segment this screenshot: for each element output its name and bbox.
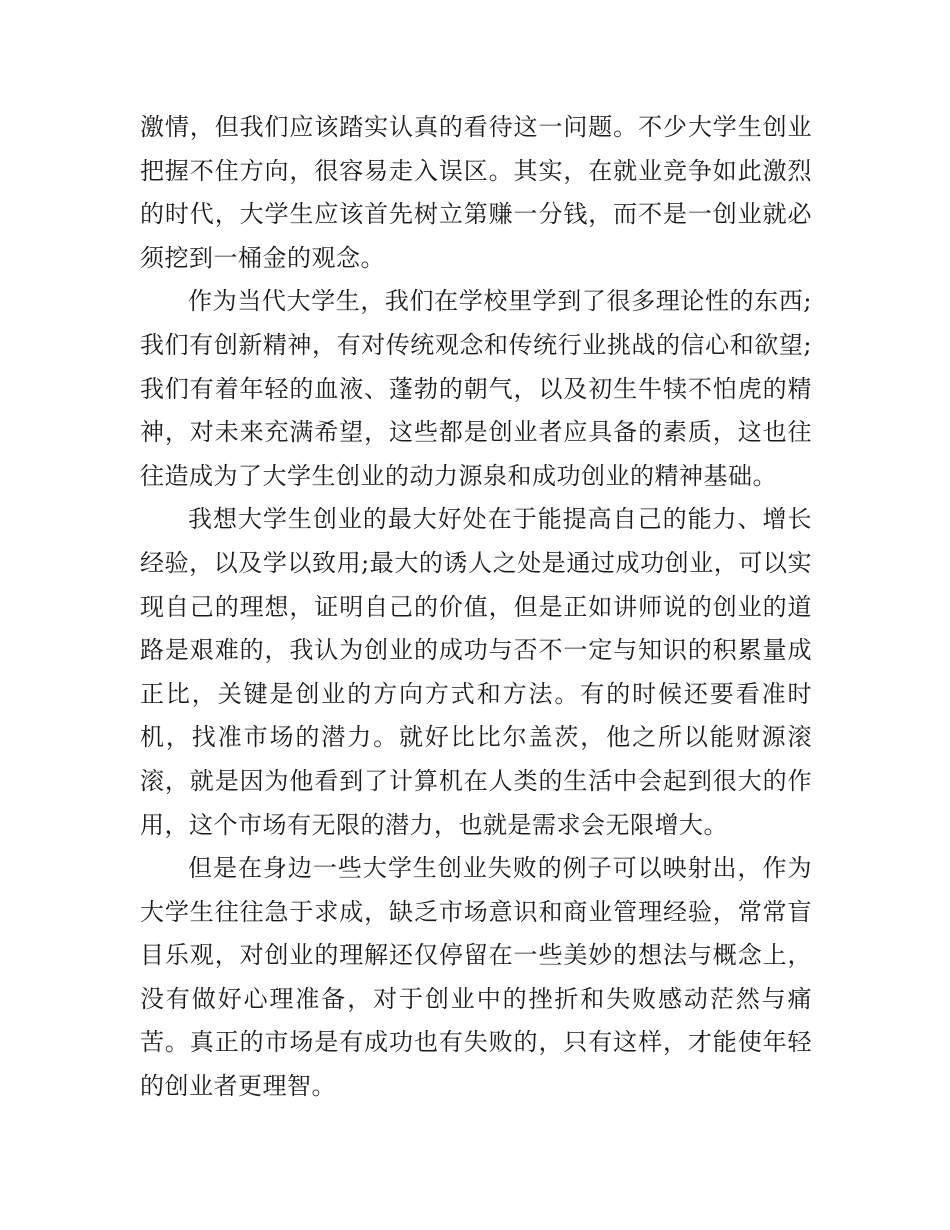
- paragraph-2: 作为当代大学生，我们在学校里学到了很多理论性的东西;我们有创新精神，有对传统观念和传统行业挑战的信心和欲望;我们有着年轻的血液、蓬勃的朝气，以及初生牛犊不怕虎的精神，对未来充满希望，这些都是创业者应具备的素质，这也往往造成为了大学生创业的动力源泉和成功创业的精神基础。: [140, 287, 812, 490]
- document-body: [140, 106, 812, 1109]
- paragraph-3: 我想大学生创业的最大好处在于能提高自己的能力、增长经验，以及学以致用;最大的诱人之处是通过成功创业，可以实现自己的理想，证明自己的价值，但是正如讲师说的创业的道路是艰难的，我认为创业的成功与否不一定与知识的积累量成正比，关键是创业的方向方式和方法。有的时候还要看准时机，找准市场的潜力。就好比比尔盖茨，他之所以能财源滚滚，就是因为他看到了计算机在人类的生活中会起到很大的作用，这个市场有无限的潜力，也就是需求会无限增大。: [140, 505, 812, 839]
- paragraph-4: 但是在身边一些大学生创业失败的例子可以映射出，作为大学生往往急于求成，缺乏市场意识和商业管理经验，常常盲目乐观，对创业的理解还仅停留在一些美妙的想法与概念上，没有做好心理准备，对于创业中的挫折和失败感动茫然与痛苦。真正的市场是有成功也有失败的，只有这样，才能使年轻的创业者更理智。: [140, 854, 812, 1101]
- paragraph-1: 激情，但我们应该踏实认真的看待这一问题。不少大学生创业把握不住方向，很容易走入误区。其实，在就业竞争如此激烈的时代，大学生应该首先树立第赚一分钱，而不是一创业就必须挖到一桶金的观念。: [140, 113, 812, 272]
